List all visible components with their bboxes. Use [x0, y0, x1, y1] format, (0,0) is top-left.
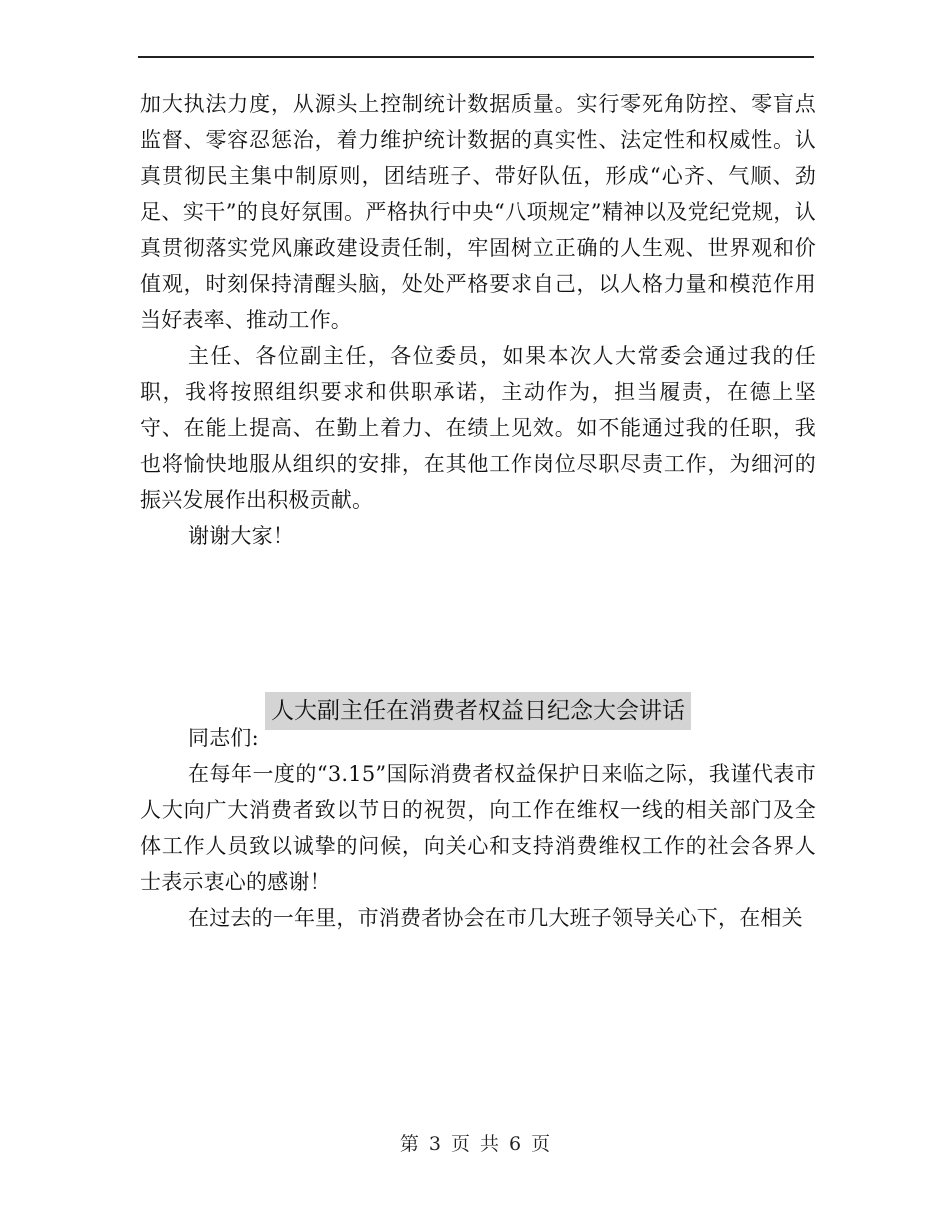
paragraph-greeting: 在每年一度的“3.15”国际消费者权益保护日来临之际，我谨代表市人大向广大消费者致以节日的祝贺，向工作在维权一线的相关部门及全体工作人员致以诚挚的问候，向关心和支持消费维权工作的社会各界人士表示衷心的感谢！ [140, 762, 816, 894]
header-rule [138, 56, 814, 58]
salutation: 同志们: [188, 726, 259, 750]
paragraph-appointment-pledge: 主任、各位副主任，各位委员，如果本次人大常委会通过我的任职，我将按照组织要求和供职承诺，主动作为，担当履责，在德上坚守、在能上提高、在勤上着力、在绩上见效。如不能通过我的任职，我也将愉快地服从组织的安排，在其他工作岗位尽职尽责工作，为细河的振兴发展作出积极贡献。 [140, 344, 816, 512]
section-title-wrapper [140, 673, 816, 725]
section-title: 人大副主任在消费者权益日纪念大会讲话 [265, 692, 691, 730]
paragraph-past-year: 在过去的一年里，市消费者协会在市几大班子领导关心下，在相关 [188, 906, 803, 930]
page-number: 第 3 页 共 6 页 [399, 1133, 551, 1155]
paragraph-thanks: 谢谢大家！ [188, 524, 294, 548]
document-body [140, 86, 816, 936]
paragraph-statistics-discipline: 加大执法力度，从源头上控制统计数据质量。实行零死角防控、零盲点监督、零容忍惩治，着力维护统计数据的真实性、法定性和权威性。认真贯彻民主集中制原则，团结班子、带好队伍，形成“心齐、气顺、劲足、实干”的良好氛围。严格执行中央“八项规定”精神以及党纪党规，认真贯彻落实党风廉政建设责任制，牢固树立正确的人生观、世界观和价值观，时刻保持清醒头脑，处处严格要求自己，以人格力量和模范作用当好表率、推动工作。 [140, 92, 816, 332]
